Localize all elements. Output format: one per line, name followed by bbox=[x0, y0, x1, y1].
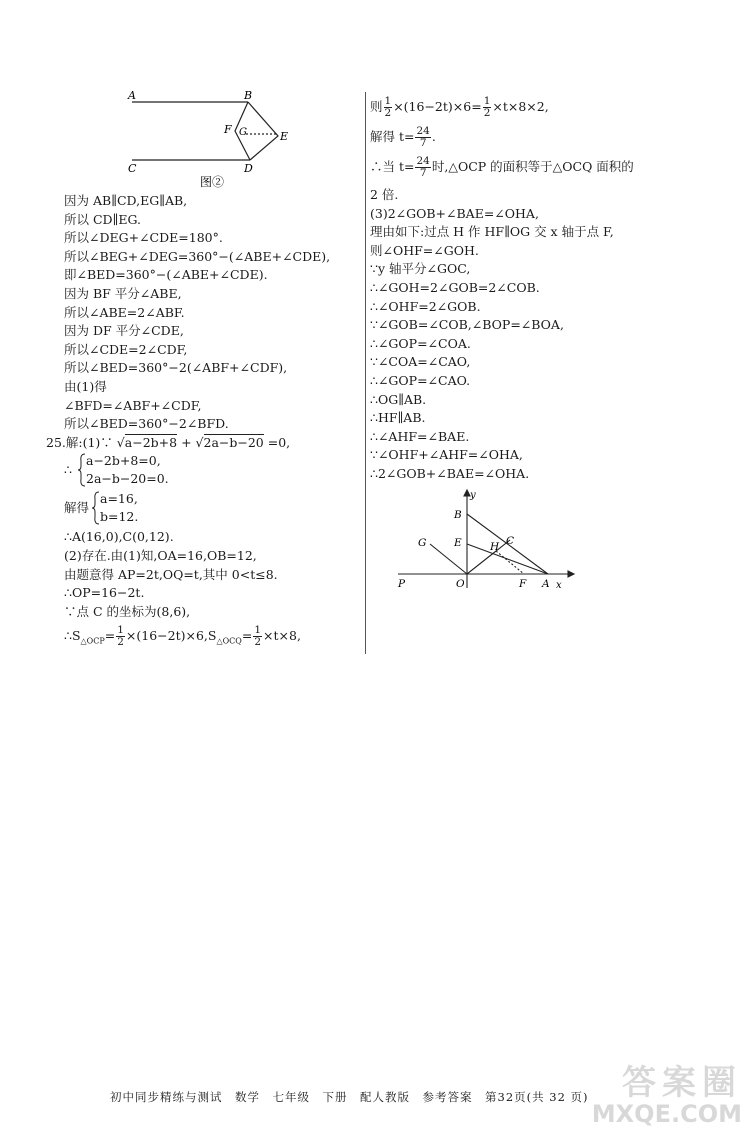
point-a-label: A bbox=[542, 578, 550, 590]
system-2-eq1: a=16, bbox=[100, 491, 138, 507]
fraction-half: $\frac{1}{2}$ bbox=[117, 624, 124, 649]
fraction-half: $\frac{1}{2}$ bbox=[254, 624, 262, 649]
s-eq1: = bbox=[104, 628, 116, 644]
q25-line bbox=[46, 434, 354, 453]
op-line: ∴OP=16−2t. bbox=[64, 585, 145, 601]
point-f-label: F bbox=[519, 578, 527, 590]
therefore: ∴ bbox=[64, 462, 72, 478]
watermark-bottom: MXQE.COM bbox=[591, 1100, 742, 1128]
left-line: 所以∠DEG+∠CDE=180°. bbox=[64, 230, 223, 246]
x-axis-arrow bbox=[568, 571, 574, 577]
right-line: 则∠OHF=∠GOH. bbox=[370, 242, 479, 258]
left-line: 所以∠BED=360°−2(∠ABF+∠CDF), bbox=[64, 360, 288, 376]
s-sub-ocp: △OCP bbox=[80, 636, 105, 646]
c-coord-line: ∵点 C 的坐标为(8,6), bbox=[64, 603, 191, 619]
right-line: 2 倍. bbox=[370, 187, 399, 202]
point-f-label: F bbox=[224, 123, 232, 136]
solve-t-line bbox=[370, 126, 700, 156]
system-2 bbox=[64, 490, 354, 528]
q25-label: 25.解:(1)∵ bbox=[46, 434, 113, 450]
right-line: ∵∠OHF+∠AHF=∠OHA, bbox=[370, 447, 523, 463]
fraction-half: $\frac{1}{2}$ bbox=[384, 95, 392, 119]
s-tail: ×t×8, bbox=[263, 628, 301, 644]
point-e-label: E bbox=[454, 537, 462, 549]
right-eq-line bbox=[370, 96, 700, 126]
left-line: 所以∠BEG+∠DEG=360°−(∠ABE+∠CDE), bbox=[64, 248, 331, 264]
r2-tail: . bbox=[431, 129, 436, 144]
left-line: 所以 CD∥EG. bbox=[64, 211, 141, 227]
system-1-eq1: a−2b+8=0, bbox=[86, 453, 161, 469]
s-eq2: = bbox=[241, 628, 253, 644]
right-line: ∴HF∥AB. bbox=[370, 410, 426, 426]
figure-3 bbox=[392, 488, 582, 594]
point-o-label: O bbox=[456, 578, 465, 590]
plus-sign: + bbox=[181, 434, 192, 450]
right-line: ∵y 轴平分∠GOC, bbox=[370, 261, 471, 277]
r3-prefix: ∴当 t= bbox=[370, 159, 415, 174]
right-line: ∴OG∥AB. bbox=[370, 391, 427, 407]
left-line: ∠BFD=∠ABF+∠CDF, bbox=[64, 397, 202, 413]
right-line: ∴2∠GOB+∠BAE=∠OHA. bbox=[370, 465, 530, 481]
brace-2 bbox=[92, 491, 100, 525]
right-column bbox=[370, 96, 700, 484]
right-line: ∴∠OHF=2∠GOB. bbox=[370, 298, 481, 314]
coords-line: ∴A(16,0),C(0,12). bbox=[64, 529, 174, 545]
point-b-label: B bbox=[244, 89, 253, 102]
fraction-24-7: $\frac{24}{7}$ bbox=[416, 125, 430, 149]
right-line: (3)2∠GOB+∠BAE=∠OHA, bbox=[370, 205, 539, 221]
right-line: ∴∠AHF=∠BAE. bbox=[370, 428, 470, 444]
point-c-label: C bbox=[506, 535, 515, 547]
point-c-label: C bbox=[128, 162, 137, 175]
left-line: 所以∠ABE=2∠ABF. bbox=[64, 304, 185, 320]
brace-1 bbox=[78, 453, 86, 487]
when-t-line bbox=[370, 156, 700, 186]
system-2-eq2: b=12. bbox=[100, 509, 139, 525]
left-line: 因为 BF 平分∠ABE, bbox=[64, 285, 182, 301]
sqrt-1: √a−2b+8 bbox=[116, 434, 178, 450]
s-prefix: ∴S bbox=[64, 628, 81, 644]
left-line: 所以∠BED=360°−2∠BFD. bbox=[64, 416, 229, 432]
left-line: 即∠BED=360°−(∠ABE+∠CDE). bbox=[64, 267, 268, 283]
right-line: ∴∠GOP=∠CAO. bbox=[370, 372, 471, 388]
axis-x-label: x bbox=[556, 580, 562, 591]
left-line: 因为 DF 平分∠CDE, bbox=[64, 323, 184, 339]
line-e-a bbox=[467, 544, 548, 574]
watermark bbox=[567, 1064, 742, 1126]
watermark-top: 答案圈 bbox=[622, 1063, 742, 1103]
area-line bbox=[64, 621, 354, 655]
r1-tail: ×t×8×2, bbox=[492, 99, 549, 114]
right-line: ∴∠GOP=∠COA. bbox=[370, 335, 471, 351]
sqrt-2: √2a−b−20 bbox=[195, 434, 264, 450]
fraction-24-7: $\frac{24}{7}$ bbox=[416, 155, 430, 179]
right-line: ∴∠GOH=2∠GOB=2∠COB. bbox=[370, 279, 540, 295]
right-line: ∵∠COA=∠CAO, bbox=[370, 354, 471, 370]
s-sub-ocq: △OCQ bbox=[216, 636, 242, 646]
left-line: 因为 AB∥CD,EG∥AB, bbox=[64, 193, 188, 208]
line-h-f bbox=[496, 551, 524, 574]
path-b-e-d bbox=[248, 102, 278, 160]
page-footer: 初中同步精练与测试 数学 七年级 下册 配人教版 参考答案 第32页(共 32 页) bbox=[110, 1090, 589, 1104]
point-h-label: H bbox=[490, 541, 500, 553]
fraction-half: $\frac{1}{2}$ bbox=[483, 95, 491, 119]
point-g-label: G bbox=[418, 537, 427, 549]
figure-2 bbox=[120, 86, 300, 190]
right-line: ∵∠GOB=∠COB,∠BOP=∠BOA, bbox=[370, 317, 564, 333]
r2-prefix: 解得 t= bbox=[370, 129, 415, 144]
point-p-label: P bbox=[398, 578, 406, 590]
left-column bbox=[46, 192, 354, 655]
left-line: 由(1)得 bbox=[64, 378, 107, 394]
point-d-label: D bbox=[244, 162, 253, 175]
right-line: 理由如下:过点 H 作 HF∥OG 交 x 轴于点 F, bbox=[370, 224, 614, 240]
eq-zero: =0, bbox=[267, 434, 291, 450]
line-o-h bbox=[467, 551, 496, 574]
point-a-label: A bbox=[128, 89, 136, 102]
point-e-label: E bbox=[280, 130, 289, 143]
solve-label: 解得 bbox=[64, 500, 90, 516]
r3-tail: 时,△OCP 的面积等于△OCQ 面积的 bbox=[431, 159, 634, 174]
figure-2-caption: 图② bbox=[200, 175, 225, 189]
system-1-eq2: 2a−b−20=0. bbox=[86, 471, 169, 487]
left-line: 所以∠CDE=2∠CDF, bbox=[64, 341, 188, 357]
axis-y-label: y bbox=[470, 490, 476, 501]
r1-prefix: 则 bbox=[370, 99, 383, 114]
point-b-label: B bbox=[454, 509, 462, 521]
system-1 bbox=[64, 452, 354, 490]
given-line: 由题意得 AP=2t,OQ=t,其中 0<t≤8. bbox=[64, 566, 278, 582]
part2-line: (2)存在.由(1)知,OA=16,OB=12, bbox=[64, 547, 257, 563]
column-divider bbox=[365, 92, 366, 654]
point-g-label: G bbox=[239, 127, 247, 138]
s-mid: ×(16−2t)×6,S bbox=[125, 628, 217, 644]
r1-mid: ×(16−2t)×6= bbox=[393, 99, 482, 114]
